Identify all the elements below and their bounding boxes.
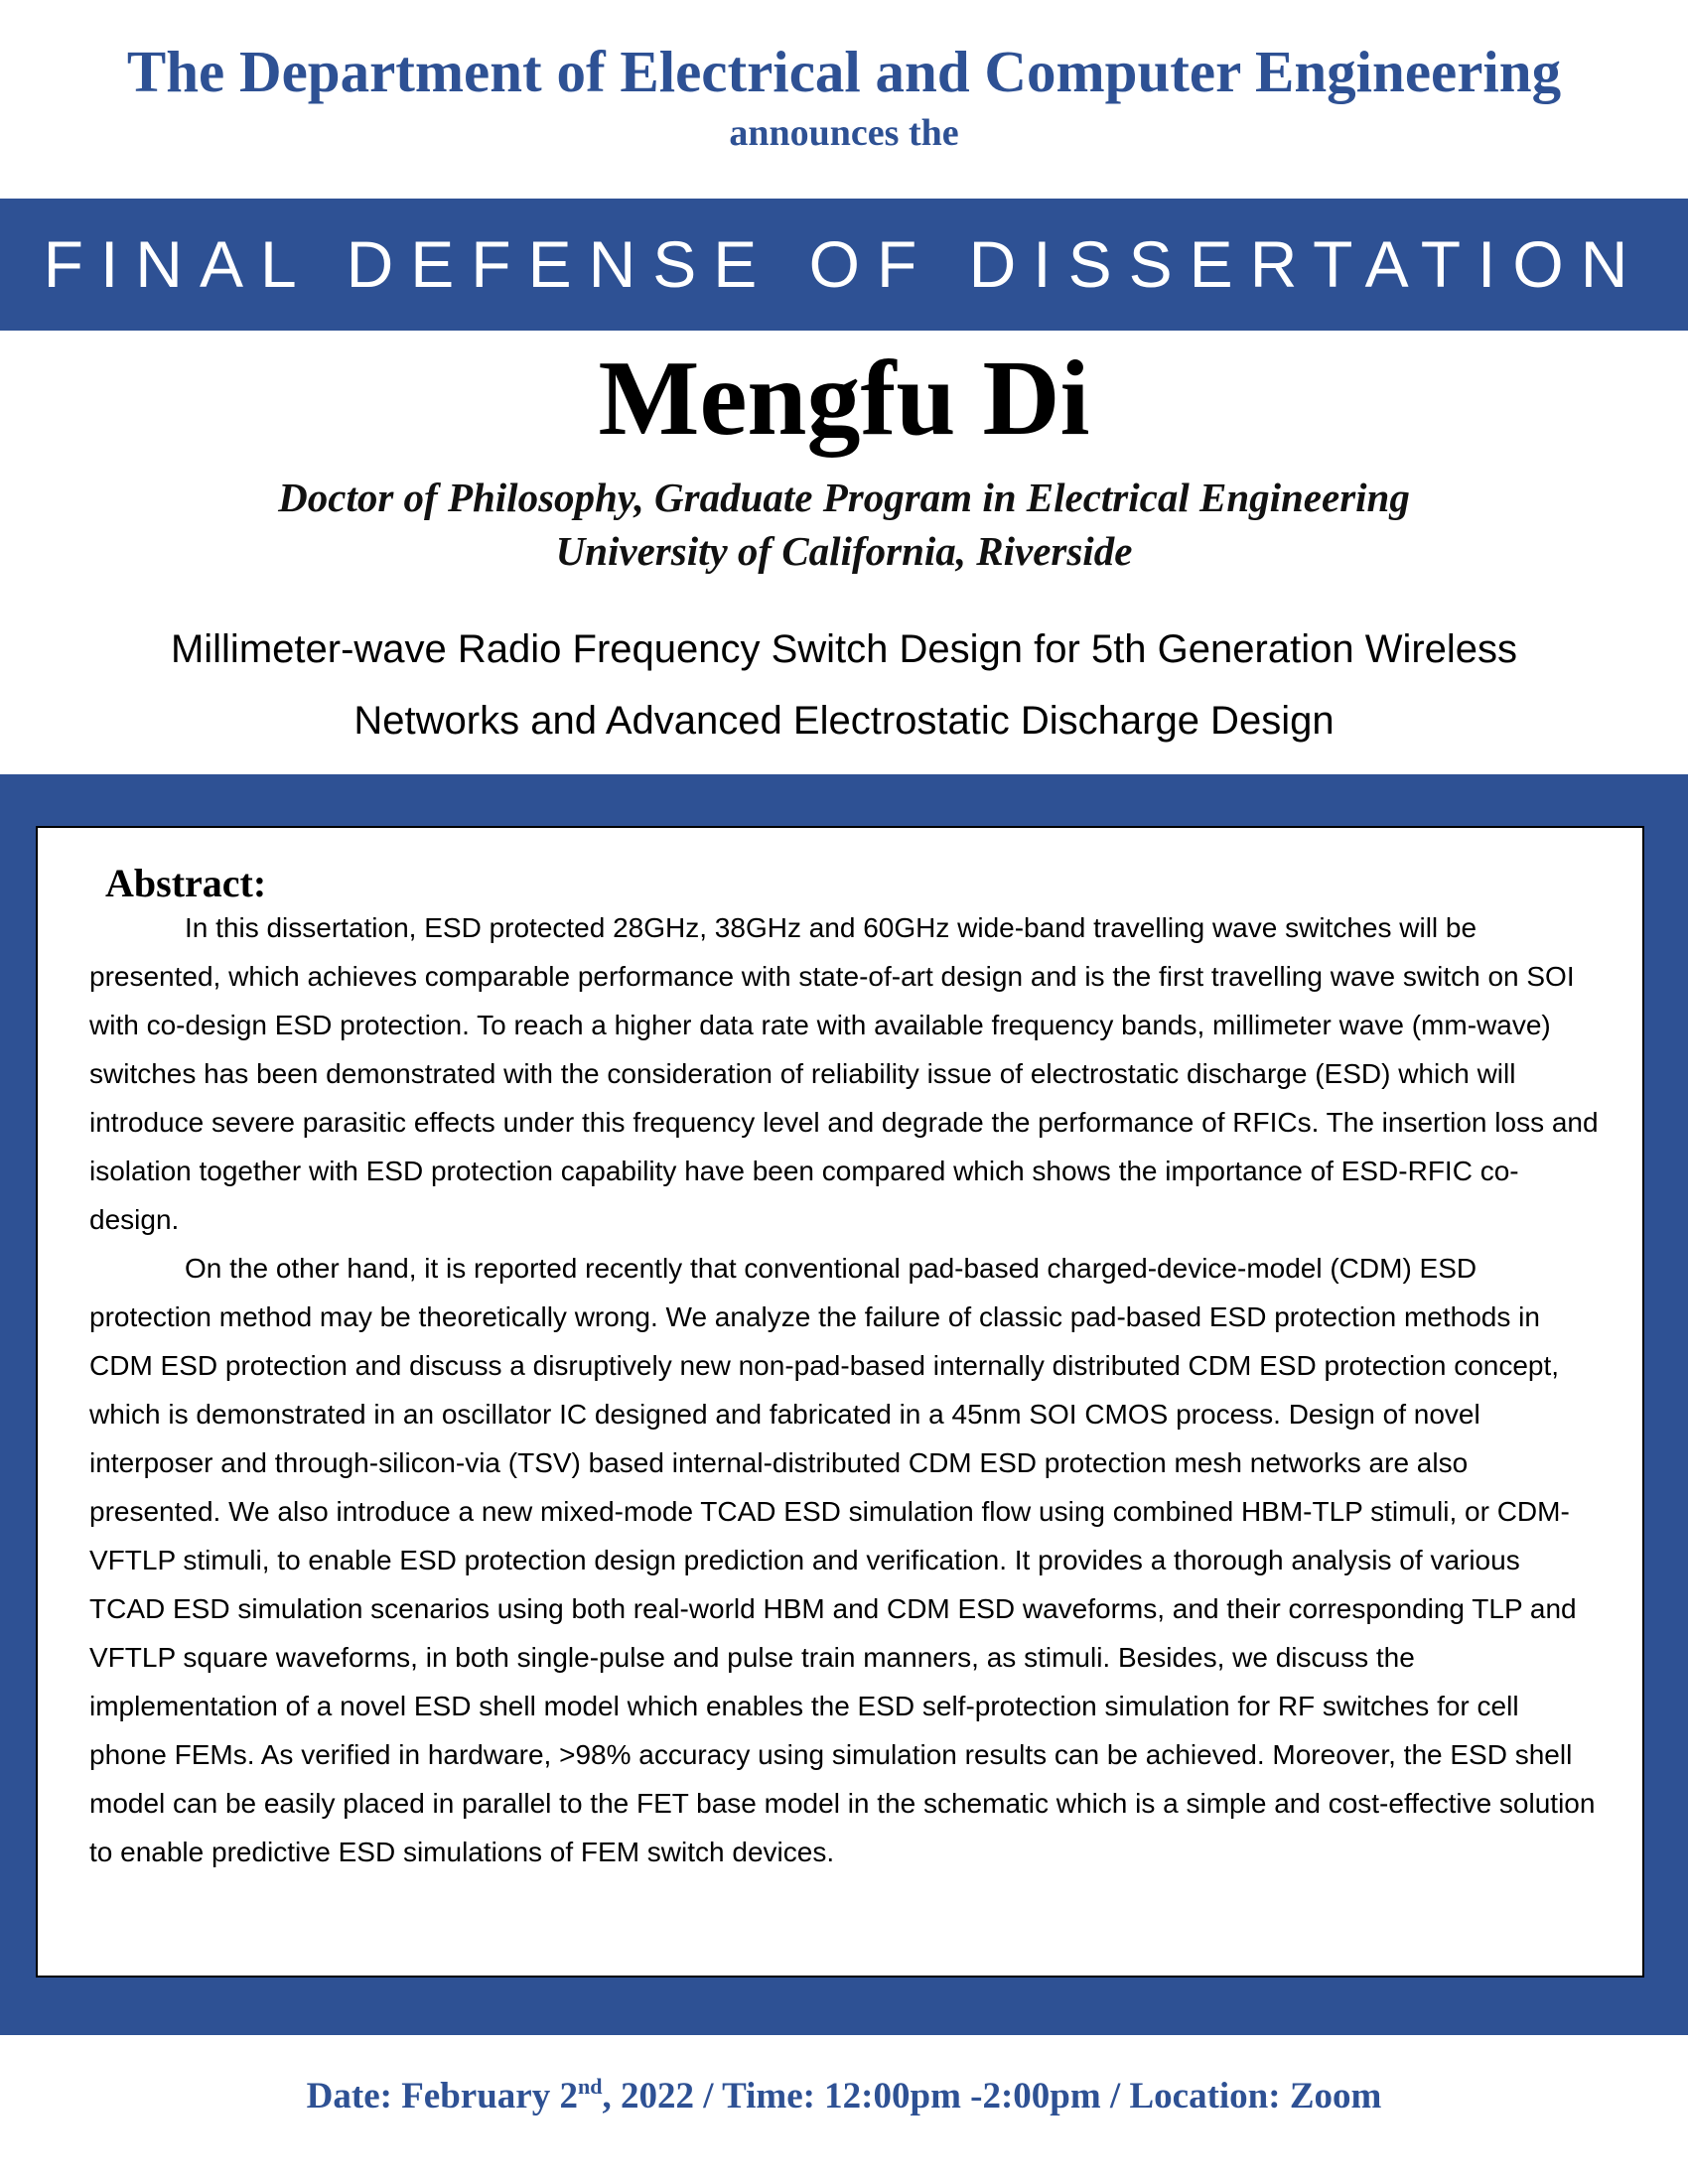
date-ordinal-suffix: nd xyxy=(577,2074,603,2099)
dissertation-title xyxy=(40,614,1648,756)
degree-line: Doctor of Philosophy, Graduate Program in Electrical Engineering xyxy=(278,475,1410,520)
event-details xyxy=(0,2065,1688,2128)
dissertation-title-line-1: Millimeter-wave Radio Frequency Switch Design for 5th Generation Wireless xyxy=(170,627,1518,671)
abstract-paragraph-1: In this dissertation, ESD protected 28GHz, 38GHz and 60GHz wide-band travelling wave switches will be presented, which achieves comparable performance with state-of-art design and is the first travelling wave switch on SOI with co-design ESD protection. To reach a higher data rate with available frequency bands, millimeter wave (mm-wave) switches has been demonstrated with the consideration of reliability issue of electrostatic discharge (ESD) which will introduce severe parasitic effects under this frequency level and degrade the performance of RFICs. The insertion loss and isolation together with ESD protection capability have been compared which shows the importance of ESD-RFIC co-design. xyxy=(89,912,1599,1235)
abstract-paragraph-2: On the other hand, it is reported recently that conventional pad-based charged-device-model (CDM) ESD protection method may be theoretically wrong. We analyze the failure of classic pad-based ESD protection methods in CDM ESD protection and discuss a disruptively new non-pad-based internally distributed CDM ESD protection concept, which is demonstrated in an oscillator IC designed and fabricated in a 45nm SOI CMOS process. Design of novel interposer and through-silicon-via (TSV) based internal-distributed CDM ESD protection mesh networks are also presented. We also introduce a new mixed-mode TCAD ESD simulation flow using combined HBM-TLP stimuli, or CDM-VFTLP stimuli, to enable ESD protection design prediction and verification. It provides a thorough analysis of various TCAD ESD simulation scenarios using both real-world HBM and CDM ESD waveforms, and their corresponding TLP and VFTLP square waveforms, in both single-pulse and pulse train manners, as stimuli. Besides, we discuss the implementation of a novel ESD shell model which enables the ESD self-protection simulation for RF switches for cell phone FEMs. As verified in hardware, >98% accuracy using simulation results can be achieved. Moreover, the ESD shell model can be easily placed in parallel to the FET base model in the schematic which is a simple and cost-effective solution to enable predictive ESD simulations of FEM switch devices. xyxy=(89,1253,1596,1867)
announces-line: announces the xyxy=(729,112,959,154)
title-banner xyxy=(0,199,1688,331)
abstract-body xyxy=(89,903,1599,1876)
university-line: University of California, Riverside xyxy=(555,528,1133,574)
date-prefix: Date: February 2 xyxy=(306,2076,578,2116)
department-heading: The Department of Electrical and Computer Engineering xyxy=(126,39,1562,104)
candidate-name: Mengfu Di xyxy=(598,340,1090,458)
abstract-heading: Abstract: xyxy=(105,861,267,905)
banner-title: FINAL DEFENSE OF DISSERTATION xyxy=(43,227,1645,301)
dissertation-title-line-2: Networks and Advanced Electrostatic Discharge Design xyxy=(353,699,1335,743)
date-time-location: , 2022 / Time: 12:00pm -2:00pm / Location: Zoom xyxy=(602,2076,1382,2116)
